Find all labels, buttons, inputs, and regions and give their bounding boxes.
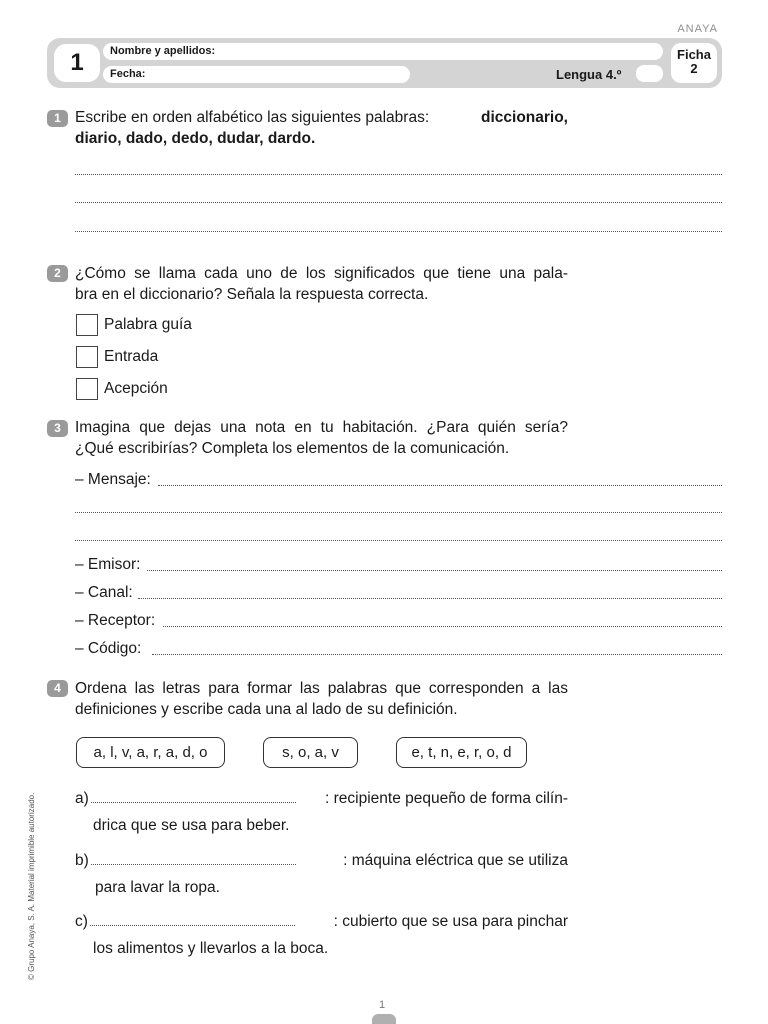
answer-line[interactable] [75, 202, 722, 203]
date-field[interactable]: Fecha: [103, 66, 410, 83]
answer-line-mensaje[interactable] [158, 485, 722, 486]
exercise-3-line-1: Imagina que dejas una nota en tu habitación. ¿Para quién sería? [75, 419, 568, 436]
exercise-1-line-1 [75, 107, 568, 128]
unit-number: 1 [54, 44, 100, 82]
answer-line-codigo[interactable] [152, 654, 722, 655]
label-emisor: – Emisor: [75, 556, 141, 573]
label-mensaje: – Mensaje: [75, 471, 151, 488]
definition-letter: c) [75, 913, 88, 930]
answer-line[interactable] [75, 540, 722, 541]
answer-line[interactable] [75, 231, 722, 232]
definition-c-line-2: los alimentos y llevarlos a la boca. [93, 940, 329, 957]
definition-a-line-1 [75, 788, 568, 809]
option-label: Acepción [104, 380, 168, 397]
ficha-number: 2 [690, 61, 698, 76]
option-label: Palabra guía [104, 316, 192, 333]
option-label: Entrada [104, 348, 159, 365]
definition-text: : recipiente pequeño de forma cilín- [325, 790, 568, 807]
letter-group: e, t, n, e, r, o, d [396, 737, 527, 768]
exercise-4-number: 4 [47, 680, 68, 697]
definition-b-line-1 [75, 850, 568, 871]
checkbox-entrada[interactable] [76, 346, 98, 368]
exercise-2-number: 2 [47, 265, 68, 282]
exercise-2-line-2: bra en el diccionario? Señala la respuesta correcta. [75, 286, 429, 303]
exercise-2-line-1: ¿Cómo se llama cada uno de los significados que tiene una pala- [75, 265, 568, 282]
exercise-1-text [75, 107, 568, 149]
exercise-1-number: 1 [47, 110, 68, 127]
course-box[interactable] [636, 65, 663, 82]
checkbox-palabra-guia[interactable] [76, 314, 98, 336]
definition-prefix [75, 850, 297, 871]
definition-prefix [75, 788, 297, 809]
exercise-3-line-2: ¿Qué escribirías? Completa los elementos de la comunicación. [75, 440, 510, 457]
exercise-1-words: diario, dado, dedo, dudar, dardo. [75, 130, 316, 147]
answer-line-canal[interactable] [138, 598, 722, 599]
ficha-badge [671, 43, 717, 83]
answer-blank[interactable] [91, 791, 296, 803]
answer-line-emisor[interactable] [147, 570, 722, 571]
letter-group: s, o, a, v [263, 737, 358, 768]
exercise-4-line-2: definiciones y escribe cada una al lado de su definición. [75, 701, 458, 718]
definition-b-line-2: para lavar la ropa. [95, 879, 220, 896]
letter-group: a, l, v, a, r, a, d, o [76, 737, 225, 768]
label-receptor: – Receptor: [75, 612, 156, 629]
answer-blank[interactable] [90, 914, 295, 926]
definition-letter: a) [75, 790, 89, 807]
definition-prefix [75, 911, 296, 932]
definition-a-line-2: drica que se usa para beber. [93, 817, 290, 834]
answer-blank[interactable] [91, 853, 296, 865]
answer-line[interactable] [75, 174, 722, 175]
exercise-1-word: diccionario, [481, 109, 568, 126]
publisher-logo: ANAYA [677, 23, 718, 35]
course-label: Lengua 4.º [556, 67, 622, 82]
exercise-1-prompt: Escribe en orden alfabético las siguientes palabras: [75, 109, 430, 126]
answer-line-receptor[interactable] [163, 626, 722, 627]
exercise-4-line-1: Ordena las letras para formar las palabras que corresponden a las [75, 680, 568, 697]
name-field[interactable]: Nombre y apellidos: [103, 43, 663, 60]
definition-c-line-1 [75, 911, 568, 932]
page-number: 1 [379, 999, 386, 1011]
ficha-label: Ficha [677, 47, 711, 62]
answer-line[interactable] [75, 512, 722, 513]
copyright-notice: © Grupo Anaya, S. A. Material imprimible autorizado. [27, 792, 36, 980]
definition-letter: b) [75, 852, 89, 869]
exercise-3-number: 3 [47, 420, 68, 437]
page-tab [372, 1014, 396, 1024]
label-canal: – Canal: [75, 584, 133, 601]
definition-text: : cubierto que se usa para pinchar [333, 913, 568, 930]
checkbox-acepcion[interactable] [76, 378, 98, 400]
label-codigo: – Código: [75, 640, 142, 657]
definition-text: : máquina eléctrica que se utiliza [343, 852, 568, 869]
